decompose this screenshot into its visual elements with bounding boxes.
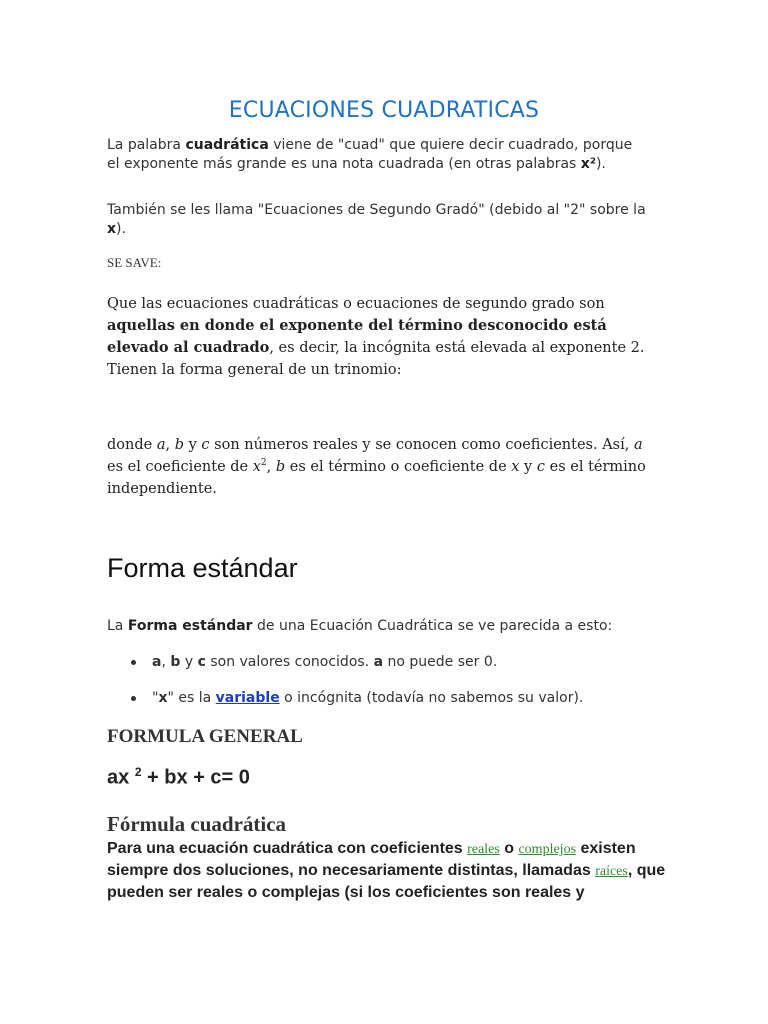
se-save-label: SE SAVE: bbox=[107, 255, 162, 270]
bold-term: a bbox=[373, 654, 384, 670]
text: , es decir, la incógnita está elevada al exponente 2. Tienen la forma general de un trinomio: bbox=[107, 340, 645, 378]
paragraph-roots bbox=[107, 838, 667, 903]
text: y bbox=[519, 459, 537, 475]
paragraph-cuadratica-origin bbox=[107, 136, 647, 174]
var: x bbox=[252, 459, 261, 475]
bold-term: b bbox=[170, 654, 181, 670]
text: no puede ser 0. bbox=[383, 654, 498, 670]
text: es el término independiente. bbox=[107, 459, 646, 497]
paragraph-forma-intro bbox=[107, 617, 647, 636]
page-title: ECUACIONES CUADRATICAS bbox=[228, 98, 540, 123]
bullet-list bbox=[107, 646, 667, 718]
paragraph-definition bbox=[107, 293, 652, 381]
text: + bx + c= 0 bbox=[141, 766, 250, 789]
variable-link[interactable]: variable bbox=[215, 690, 280, 706]
var: c bbox=[536, 459, 545, 475]
text: ). bbox=[595, 156, 606, 172]
heading-formula-general: FORMULA GENERAL bbox=[107, 726, 303, 747]
paragraph-segundo-grado bbox=[107, 201, 647, 239]
var: b bbox=[275, 459, 286, 475]
text: es el coeficiente de bbox=[107, 459, 253, 475]
text: y bbox=[180, 654, 198, 670]
text: son valores conocidos. bbox=[205, 654, 374, 670]
raices-link[interactable]: raíces bbox=[595, 864, 628, 879]
text: Para una ecuación cuadrática con coeficientes bbox=[107, 840, 468, 857]
bullet-icon bbox=[131, 660, 136, 665]
text: o incógnita (todavía no sabemos su valor). bbox=[279, 690, 584, 706]
var: a bbox=[156, 437, 166, 453]
bold-term: Forma estándar bbox=[127, 618, 253, 634]
heading-formula-cuadratica: Fórmula cuadrática bbox=[107, 812, 287, 836]
text: La bbox=[107, 618, 128, 634]
list-item bbox=[107, 646, 667, 682]
text: , bbox=[165, 437, 175, 453]
bold-term: cuadrática bbox=[185, 137, 269, 153]
exponent: 2 bbox=[260, 458, 267, 469]
bold-term: x² bbox=[580, 156, 596, 172]
paragraph-coefficients bbox=[107, 434, 652, 500]
text: son números reales y se conocen como coeficientes. Así, bbox=[209, 437, 634, 453]
bold-term: c bbox=[197, 654, 206, 670]
exponent: 2 bbox=[134, 765, 142, 779]
text: " bbox=[152, 690, 159, 706]
text: ). bbox=[116, 221, 126, 237]
general-equation bbox=[107, 765, 250, 790]
text: " es la bbox=[167, 690, 216, 706]
text: , bbox=[161, 654, 171, 670]
text: viene de "cuad" que quiere decir cuadrado, porque el exponente más grande es una nota cuadrada (en otras palabras bbox=[107, 137, 633, 172]
text: ax bbox=[107, 766, 135, 789]
bold-term: a bbox=[152, 654, 162, 670]
text: y bbox=[184, 437, 202, 453]
text: donde bbox=[107, 437, 157, 453]
text: Que las ecuaciones cuadráticas o ecuaciones de segundo grado son bbox=[107, 296, 605, 312]
text: , que pueden ser reales o complejas (si los coeficientes son reales y bbox=[107, 862, 666, 901]
bold-term: x bbox=[158, 690, 168, 706]
text: , bbox=[266, 459, 276, 475]
var: x bbox=[511, 459, 520, 475]
heading-forma-estandar: Forma estándar bbox=[107, 553, 298, 583]
reales-link[interactable]: reales bbox=[467, 842, 500, 857]
var: c bbox=[201, 437, 210, 453]
bold-term: aquellas en donde el exponente del término desconocido está elevado al cuadrado bbox=[107, 317, 607, 356]
bold-term: x bbox=[107, 221, 117, 237]
bullet-icon bbox=[131, 696, 136, 701]
text: de una Ecuación Cuadrática se ve parecida a esto: bbox=[252, 618, 613, 634]
text: También se les llama "Ecuaciones de Segundo Gradó" (debido al "2" sobre la bbox=[107, 202, 646, 218]
list-item bbox=[107, 682, 667, 718]
text: o bbox=[499, 840, 519, 857]
complejos-link[interactable]: complejos bbox=[518, 842, 577, 857]
var: a bbox=[633, 437, 643, 453]
var: b bbox=[174, 437, 184, 453]
text: existen siempre dos soluciones, no necesariamente distintas, llamadas bbox=[107, 840, 636, 879]
text: La palabra bbox=[107, 137, 186, 153]
text: es el término o coeficiente de bbox=[285, 459, 512, 475]
